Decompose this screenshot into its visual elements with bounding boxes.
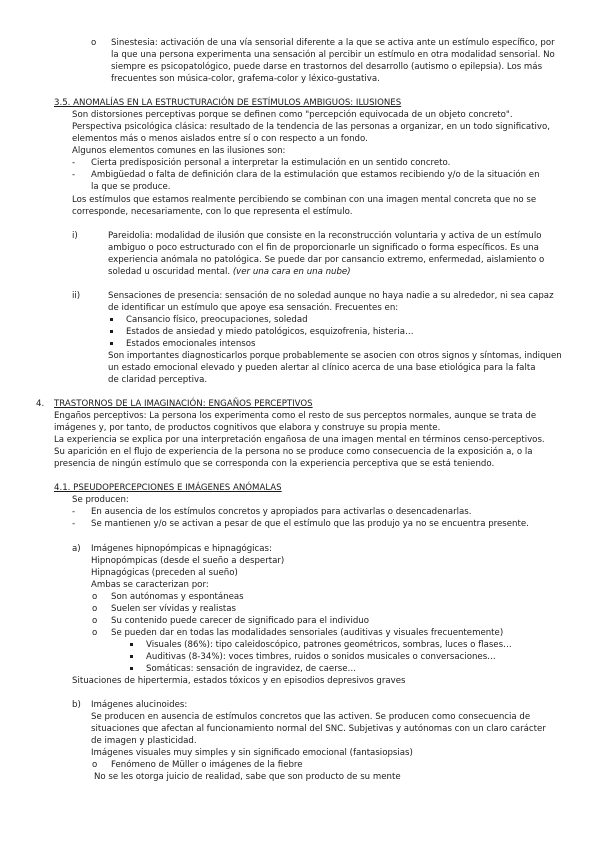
sub-list-item: Auditivas (8-34%): voces timbres, ruidos o sonidos musicales o conversaciones… xyxy=(146,652,496,662)
list-item: En ausencia de los estímulos concretos y apropiados para activarlas o desencadenarlas. xyxy=(91,507,472,517)
section-number: 4. xyxy=(36,399,45,409)
paragraph-line: Hipnopómpicas (desde el sueño a despertar) xyxy=(91,556,285,566)
list-item: Cierta predisposición personal a interpretar la estimulación en un sentido concreto. xyxy=(91,158,451,168)
item-label: b) xyxy=(72,700,81,710)
paragraph-line: imágenes y, por tanto, de productos cognitivos que elabora y construye su propia mente. xyxy=(54,423,441,433)
pareidolia-text: soledad u oscuridad mental. xyxy=(108,267,231,277)
dash-bullet-icon: - xyxy=(72,170,76,180)
list-item: Suelen ser vívidas y realistas xyxy=(111,604,237,614)
pareidolia-line: ambiguo o poco estructurado con el fin de proporcionarle un significado o forma específicos. Es una xyxy=(108,243,539,253)
paragraph-line: Imágenes visuales muy simples y sin significado emocional (fantasiopsias) xyxy=(91,748,413,758)
roman-label: ii) xyxy=(72,291,81,301)
square-bullet-icon xyxy=(130,655,133,658)
list-item: Son autónomas y espontáneas xyxy=(111,592,244,602)
synesthesia-line: siempre es psicopatológico, puede darse en trastornos del desarrollo (autismo o epilepsia). Los más xyxy=(111,62,543,72)
square-bullet-icon xyxy=(110,330,113,333)
list-item: Estados emocionales intensos xyxy=(126,339,256,349)
paragraph-line: elementos más o menos aislados entre sí o con respecto a un fondo. xyxy=(72,134,368,144)
square-bullet-icon xyxy=(110,318,113,321)
paragraph-line: Los estímulos que estamos realmente percibiendo se combinan con una imagen mental concreta que no se xyxy=(72,195,537,205)
paragraph-line: Se producen en ausencia de estímulos concretos que las activen. Se producen como consecuencia de xyxy=(91,712,531,722)
pareidolia-line xyxy=(108,266,351,278)
list-item: Fenómeno de Müller o imágenes de la fiebre xyxy=(111,760,303,770)
square-bullet-icon xyxy=(110,342,113,345)
list-item: Estados de ansiedad y miedo patológicos, esquizofrenia, histeria… xyxy=(126,327,414,337)
paragraph-line: Perspectiva psicológica clásica: resultado de la tendencia de las personas a organizar, en un todo significativo, xyxy=(72,122,550,132)
paragraph-line: Hipnagógicas (preceden al sueño) xyxy=(91,568,238,578)
section-heading-4-1: 4.1. PSEUDOPERCEPCIONES E IMÁGENES ANÓMALAS xyxy=(54,483,282,493)
subsection-title: Imágenes alucinoides: xyxy=(91,700,188,710)
paragraph-line: Su aparición en el flujo de experiencia de la persona no se produce como consecuencia de la exposición a, o la xyxy=(54,447,533,457)
pareidolia-example: (ver una cara en una nube) xyxy=(232,267,351,277)
circle-bullet-icon: o xyxy=(92,616,98,626)
sub-list-item: Somáticas: sensación de ingravidez, de caerse… xyxy=(146,664,357,674)
presence-line: de claridad perceptiva. xyxy=(108,375,208,385)
paragraph-line: Algunos elementos comunes en las ilusiones son: xyxy=(72,146,286,156)
dash-bullet-icon: - xyxy=(72,507,76,517)
synesthesia-line: la que una persona experimenta una sensación al percibir un estímulo en otra modalidad sensorial. No xyxy=(111,50,555,60)
subsection-title: Imágenes hipnopómpicas e hipnagógicas: xyxy=(91,544,272,554)
paragraph-line: Son distorsiones perceptivas porque se definen como "percepción equivocada de un objeto concreto". xyxy=(72,110,513,120)
paragraph-line: Ambas se caracterizan por: xyxy=(91,580,209,590)
paragraph-line: La experiencia se explica por una interpretación engañosa de una imagen mental en términos censo-perceptivos. xyxy=(54,435,545,445)
item-label: a) xyxy=(72,544,81,554)
sub-list-item: Visuales (86%): tipo caleidoscópico, patrones geométricos, sombras, luces o flases… xyxy=(146,640,512,650)
paragraph-line: Engaños perceptivos: La persona los experimenta como el resto de sus perceptos normales, aunque se trata de xyxy=(54,411,537,421)
list-item: Ambigüedad o falta de definición clara de la estimulación que estamos recibiendo y/o de la situación en xyxy=(91,170,540,180)
paragraph-line: Situaciones de hipertermia, estados tóxicos y en episodios depresivos graves xyxy=(72,676,406,686)
paragraph-line: situaciones que afectan al funcionamiento normal del SNC. Subjetivas y autónomas con un claro carácter xyxy=(91,724,546,734)
synesthesia-line: frecuentes son música-color, grafema-color y léxico-gustativa. xyxy=(111,74,380,84)
paragraph-line: Se producen: xyxy=(72,495,129,505)
circle-bullet-icon: o xyxy=(92,760,98,770)
list-item: Se mantienen y/o se activan a pesar de que el estímulo que las produjo ya no se encuentra presente. xyxy=(91,519,529,529)
list-item: la que se produce. xyxy=(91,182,171,192)
square-bullet-icon xyxy=(130,643,133,646)
circle-bullet-icon: o xyxy=(92,592,98,602)
circle-bullet-icon: o xyxy=(92,604,98,614)
paragraph-line: presencia de ningún estímulo que se corresponda con la experiencia perceptiva que se está teniendo. xyxy=(54,459,495,469)
square-bullet-icon xyxy=(130,667,133,670)
dash-bullet-icon: - xyxy=(72,158,76,168)
presence-line: de identificar un estímulo que apoye esa sensación. Frecuentes en: xyxy=(108,303,399,313)
section-heading-4: TRASTORNOS DE LA IMAGINACIÓN: ENGAÑOS PERCEPTIVOS xyxy=(54,399,313,409)
list-item: Cansancio físico, preocupaciones, soledad xyxy=(126,315,308,325)
pareidolia-line: Pareidolia: modalidad de ilusión que consiste en la reconstrucción voluntaria y activa de un estímulo xyxy=(108,231,542,241)
paragraph-line: corresponde, necesariamente, con lo que representa el estímulo. xyxy=(72,207,353,217)
dash-bullet-icon: - xyxy=(72,519,76,529)
section-heading-3-5: 3.5. ANOMALÍAS EN LA ESTRUCTURACIÓN DE ESTÍMULOS AMBIGUOS: ILUSIONES xyxy=(54,98,402,108)
circle-bullet-icon: o xyxy=(91,38,97,48)
list-item: Su contenido puede carecer de significado para el individuo xyxy=(111,616,370,626)
paragraph-line: No se les otorga juicio de realidad, sabe que son producto de su mente xyxy=(94,772,401,782)
pareidolia-line: experiencia anómala no patológica. Se puede dar por cansancio extremo, enfermedad, aislamiento o xyxy=(108,255,545,265)
list-item: Se pueden dar en todas las modalidades sensoriales (auditivas y visuales frecuentemente) xyxy=(111,628,504,638)
paragraph-line: de imagen y plasticidad. xyxy=(91,736,197,746)
presence-line: Sensaciones de presencia: sensación de no soledad aunque no haya nadie a su alrededor, ni sea capaz xyxy=(108,291,554,301)
circle-bullet-icon: o xyxy=(92,628,98,638)
presence-line: un estado emocional elevado y pueden alertar al clínico acerca de una base etiológica para la falta xyxy=(108,363,536,373)
roman-label: i) xyxy=(72,231,78,241)
presence-line: Son importantes diagnosticarlos porque probablemente se asocien con otros signos y síntomas, indiquen xyxy=(108,351,562,361)
synesthesia-line: Sinestesia: activación de una vía sensorial diferente a la que se activa ante un estímulo específico, por xyxy=(111,38,555,48)
